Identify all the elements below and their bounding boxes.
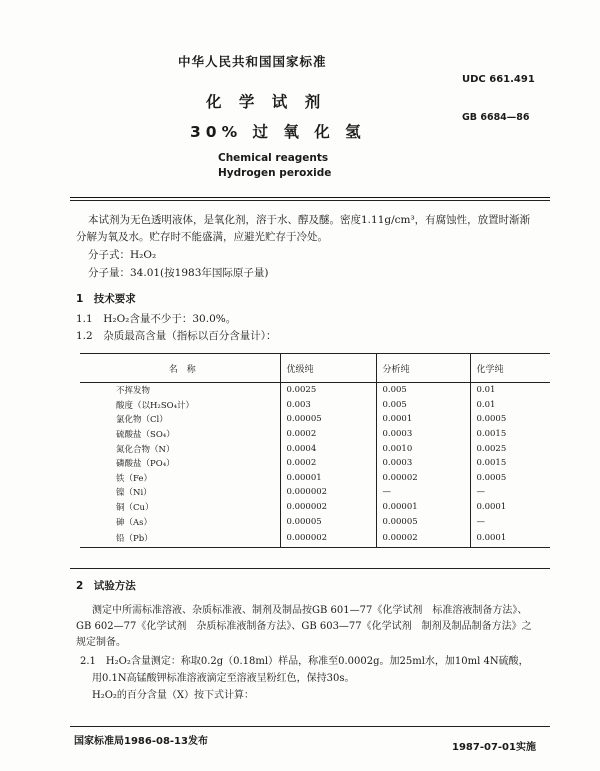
value-ar: 0.0010 xyxy=(376,441,470,456)
impurity-name: 磷酸盐（PO₄） xyxy=(116,459,175,470)
value-ar: 0.0003 xyxy=(376,456,470,471)
value-ar: 0.00002 xyxy=(376,471,470,486)
value-cp: 0.0025 xyxy=(470,441,550,456)
value-gr: 0.000002 xyxy=(280,529,376,548)
value-cp: — xyxy=(470,514,550,529)
gb-standard-number: GB 6684—86 xyxy=(462,112,530,123)
impurity-name: 氯化物（Cl） xyxy=(116,415,168,426)
intro-line-2: 分解为氧及水。贮存时不能盛满，应避光贮存于冷处。 xyxy=(76,231,328,243)
section-2-heading: 2 试验方法 xyxy=(76,580,136,592)
value-cp: 0.0001 xyxy=(470,529,550,548)
methods-line-1: 测定中所需标准溶液、杂质标准液、制剂及制品按GB 601—77《化学试剂 标准溶液制备方法》、 xyxy=(92,605,528,616)
table-row xyxy=(80,485,550,500)
value-ar: 0.0001 xyxy=(376,412,470,427)
methods-line-2: GB 602—77《化学试剂 杂质标准液制备方法》、GB 603—77《化学试剂 制剂及制品制备方法》之 xyxy=(76,621,532,632)
header-analytical-reagent: 分析纯 xyxy=(376,354,470,383)
title-line-2: 30% 过 氧 化 氢 xyxy=(190,123,366,141)
table-header-row xyxy=(80,354,550,383)
issue-date: 国家标准局1986-08-13发布 xyxy=(74,736,208,747)
title-line-1: 化 学 试 剂 xyxy=(206,93,327,111)
value-ar: 0.00002 xyxy=(376,529,470,548)
header-divider-bottom xyxy=(70,200,550,201)
value-gr: 0.00005 xyxy=(280,514,376,529)
header-guaranteed-reagent: 优级纯 xyxy=(280,354,376,383)
impurity-name: 铜（Cu） xyxy=(116,503,154,514)
methods-line-3: 规定制备。 xyxy=(76,637,126,648)
impurity-table xyxy=(80,353,550,548)
table-row xyxy=(80,529,550,548)
section-1-heading: 1 技术要求 xyxy=(76,293,136,305)
value-cp: 0.0005 xyxy=(470,412,550,427)
assay-line-2: 用0.1N高锰酸钾标准溶液滴定至溶液呈粉红色，保持30s。 xyxy=(92,673,355,684)
footer-divider xyxy=(70,726,550,727)
english-title-1: Chemical reagents xyxy=(218,152,329,164)
table-row xyxy=(80,427,550,442)
impurity-name: 硫酸盐（SO₄） xyxy=(116,430,175,441)
item-1-2: 1.2 杂质最高含量（指标以百分含量计）： xyxy=(76,330,277,342)
molecular-formula: 分子式：H₂O₂ xyxy=(88,249,157,261)
table-row xyxy=(80,412,550,427)
value-gr: 0.00005 xyxy=(280,412,376,427)
effective-date: 1987-07-01实施 xyxy=(452,742,536,753)
value-ar: 0.00005 xyxy=(376,514,470,529)
table-row xyxy=(80,383,550,398)
table-row xyxy=(80,514,550,529)
molecular-mass: 分子量：34.01(按1983年国际原子量) xyxy=(88,267,269,279)
impurity-name: 铅（Pb） xyxy=(80,529,280,548)
value-gr: 0.0002 xyxy=(280,427,376,442)
value-cp: 0.0005 xyxy=(470,471,550,486)
impurity-name: 酸度（以H₂SO₄计） xyxy=(116,400,195,411)
value-ar: 0.0003 xyxy=(376,427,470,442)
impurity-name: 镍（Ni） xyxy=(116,488,152,499)
assay-line-1: 2.1 H₂O₂含量测定：称取0.2g（0.18ml）样品，称准至0.0002g。加25ml水，加10ml 4N硫酸， xyxy=(80,656,529,667)
value-ar: — xyxy=(376,485,470,500)
value-ar: 0.00001 xyxy=(376,500,470,515)
value-gr: 0.0004 xyxy=(280,441,376,456)
english-title-2: Hydrogen peroxide xyxy=(218,167,332,179)
value-gr: 0.0025 xyxy=(280,383,376,398)
issuing-authority: 中华人民共和国国家标准 xyxy=(178,54,327,69)
value-cp: — xyxy=(470,485,550,500)
value-ar: 0.005 xyxy=(376,383,470,398)
value-cp: 0.0015 xyxy=(470,427,550,442)
assay-line-3: H₂O₂的百分含量（X）按下式计算： xyxy=(92,690,255,701)
table-row xyxy=(80,471,550,486)
table-row xyxy=(80,441,550,456)
table-row xyxy=(80,500,550,515)
header-chemically-pure: 化学纯 xyxy=(470,354,550,383)
header-divider-top xyxy=(70,197,550,198)
value-cp: 0.01 xyxy=(470,383,550,398)
intro-line-1: 本试剂为无色透明液体，是氧化剂，溶于水、醇及醚。密度1.11g/cm³，有腐蚀性，放置时渐渐 xyxy=(88,214,531,226)
value-ar: 0.005 xyxy=(376,398,470,413)
value-cp: 0.0015 xyxy=(470,456,550,471)
impurity-name: 铁（Fe） xyxy=(116,473,152,484)
table-row xyxy=(80,456,550,471)
value-gr: 0.000002 xyxy=(280,500,376,515)
value-cp: 0.0001 xyxy=(470,500,550,515)
udc-code: UDC 661.491 xyxy=(462,74,535,85)
item-1-1: 1.1 H₂O₂含量不少于：30.0%。 xyxy=(76,313,237,325)
table-row xyxy=(80,398,550,413)
impurity-name: 砷（As） xyxy=(116,517,153,528)
value-gr: 0.003 xyxy=(280,398,376,413)
value-gr: 0.0002 xyxy=(280,456,376,471)
impurity-name: 氮化合物（N） xyxy=(116,444,175,455)
impurity-name: 不挥发物 xyxy=(116,386,151,397)
header-name: 名 称 xyxy=(80,354,280,383)
value-gr: 0.00001 xyxy=(280,471,376,486)
value-gr: 0.000002 xyxy=(280,485,376,500)
value-cp: 0.01 xyxy=(470,398,550,413)
section-divider xyxy=(70,568,550,569)
